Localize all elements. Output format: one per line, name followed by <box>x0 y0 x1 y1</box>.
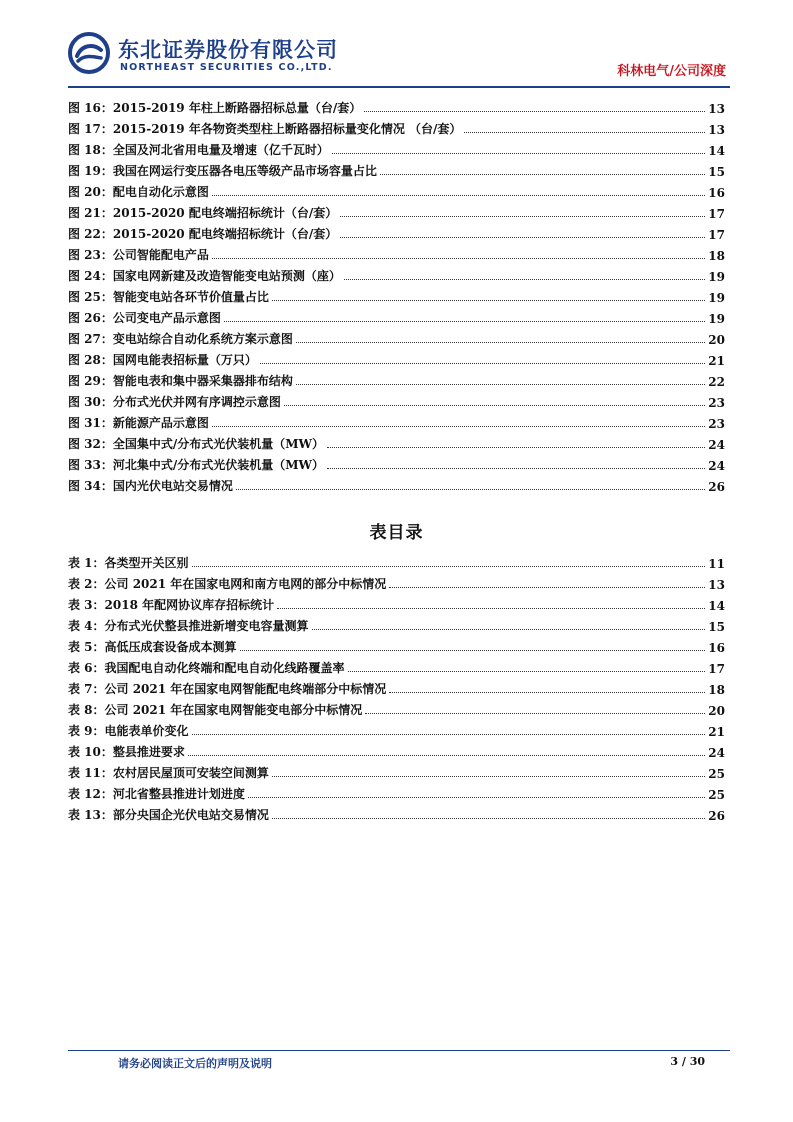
toc-entry-label: 图 33：河北集中式/分布式光伏装机量（MW） <box>68 458 325 472</box>
dot-leader <box>348 670 706 672</box>
toc-entry-label: 表 12：河北省整县推进计划进度 <box>68 787 245 801</box>
dot-leader <box>389 586 705 588</box>
table-toc-row[interactable] <box>68 697 725 718</box>
toc-entry-label: 图 18：全国及河北省用电量及增速（亿千瓦时） <box>68 143 329 157</box>
report-category: 科林电气/公司深度 <box>617 64 726 79</box>
table-toc-row[interactable] <box>68 760 725 781</box>
dot-leader <box>192 565 706 567</box>
company-logo-icon <box>68 32 110 74</box>
toc-entry-label: 图 20：配电自动化示意图 <box>68 185 209 199</box>
toc-entry-page: 13 <box>708 578 725 592</box>
dot-leader <box>212 257 705 259</box>
toc-entry-page: 23 <box>708 417 725 431</box>
table-toc-row[interactable] <box>68 634 725 655</box>
table-list <box>68 550 725 823</box>
dot-leader <box>192 733 706 735</box>
figure-toc-row[interactable] <box>68 284 725 305</box>
toc-entry-label: 表 7：公司 2021 年在国家电网智能配电终端部分中标情况 <box>68 682 387 696</box>
toc-entry-label: 表 3：2018 年配网协议库存招标统计 <box>68 598 275 612</box>
figure-toc-row[interactable] <box>68 368 725 389</box>
dot-leader <box>340 236 705 238</box>
page-header <box>68 30 730 90</box>
toc-entry-label: 图 21：2015-2020 配电终端招标统计（台/套） <box>68 206 338 220</box>
dot-leader <box>312 628 706 630</box>
table-toc-row[interactable] <box>68 613 725 634</box>
toc-entry-label: 图 24：国家电网新建及改造智能变电站预测（座） <box>68 269 341 283</box>
figure-toc-row[interactable] <box>68 326 725 347</box>
toc-entry-page: 25 <box>708 788 725 802</box>
toc-entry-page: 13 <box>708 123 725 137</box>
figure-toc-row[interactable] <box>68 452 725 473</box>
header-divider <box>68 86 730 88</box>
toc-entry-page: 17 <box>708 228 725 242</box>
figure-toc-row[interactable] <box>68 158 725 179</box>
toc-entry-label: 图 16：2015-2019 年柱上断路器招标总量（台/套） <box>68 101 362 115</box>
figure-toc-row[interactable] <box>68 116 725 137</box>
table-toc-row[interactable] <box>68 781 725 802</box>
toc-entry-page: 15 <box>708 620 725 634</box>
toc-entry-page: 15 <box>708 165 725 179</box>
dot-leader <box>272 817 705 819</box>
toc-entry-label: 表 2：公司 2021 年在国家电网和南方电网的部分中标情况 <box>68 577 387 591</box>
dot-leader <box>212 425 705 427</box>
toc-entry-page: 17 <box>708 662 725 676</box>
dot-leader <box>240 649 706 651</box>
figure-toc-row[interactable] <box>68 242 725 263</box>
toc-entry-page: 25 <box>708 767 725 781</box>
table-toc-row[interactable] <box>68 676 725 697</box>
company-name-en: NORTHEAST SECURITIES CO.,LTD. <box>120 62 333 73</box>
dot-leader <box>327 446 705 448</box>
dot-leader <box>296 383 705 385</box>
figure-toc-row[interactable] <box>68 200 725 221</box>
toc-entry-label: 表 8：公司 2021 年在国家电网智能变电部分中标情况 <box>68 703 363 717</box>
table-toc-row[interactable] <box>68 550 725 571</box>
toc-entry-page: 24 <box>708 459 725 473</box>
toc-entry-label: 表 9：电能表单价变化 <box>68 724 189 738</box>
figure-toc-row[interactable] <box>68 389 725 410</box>
dot-leader <box>277 607 705 609</box>
company-name-cn: 东北证券股份有限公司 <box>118 38 338 62</box>
toc-entry-label: 图 34：国内光伏电站交易情况 <box>68 479 233 493</box>
dot-leader <box>364 110 705 112</box>
toc-entry-label: 图 22：2015-2020 配电终端招标统计（台/套） <box>68 227 338 241</box>
toc-entry-page: 17 <box>708 207 725 221</box>
toc-entry-page: 24 <box>708 746 725 760</box>
dot-leader <box>188 754 705 756</box>
toc-entry-label: 表 4：分布式光伏整县推进新增变电容量测算 <box>68 619 309 633</box>
dot-leader <box>340 215 705 217</box>
toc-entry-page: 11 <box>708 557 725 571</box>
figure-toc-row[interactable] <box>68 179 725 200</box>
toc-entry-label: 图 28：国网电能表招标量（万只） <box>68 353 257 367</box>
toc-entry-label: 表 1：各类型开关区别 <box>68 556 189 570</box>
table-toc-row[interactable] <box>68 571 725 592</box>
toc-entry-page: 19 <box>708 312 725 326</box>
toc-entry-label: 图 23：公司智能配电产品 <box>68 248 209 262</box>
tables-section-title: 表目录 <box>369 523 424 543</box>
dot-leader <box>236 488 705 490</box>
figure-toc-row[interactable] <box>68 431 725 452</box>
toc-entry-label: 表 6：我国配电自动化终端和配电自动化线路覆盖率 <box>68 661 345 675</box>
toc-entry-page: 14 <box>708 144 725 158</box>
toc-entry-page: 19 <box>708 270 725 284</box>
toc-entry-page: 22 <box>708 375 725 389</box>
dot-leader <box>296 341 705 343</box>
figure-list <box>68 95 725 494</box>
figure-toc-row[interactable] <box>68 137 725 158</box>
toc-entry-label: 表 11：农村居民屋顶可安装空间测算 <box>68 766 269 780</box>
toc-entry-page: 26 <box>708 480 725 494</box>
dot-leader <box>380 173 705 175</box>
toc-entry-page: 23 <box>708 396 725 410</box>
table-toc-row[interactable] <box>68 655 725 676</box>
toc-entry-label: 图 27：变电站综合自动化系统方案示意图 <box>68 332 293 346</box>
toc-entry-page: 26 <box>708 809 725 823</box>
toc-entry-label: 图 32：全国集中式/分布式光伏装机量（MW） <box>68 437 325 451</box>
toc-entry-label: 图 29：智能电表和集中器采集器排布结构 <box>68 374 293 388</box>
toc-entry-label: 图 19：我国在网运行变压器各电压等级产品市场容量占比 <box>68 164 377 178</box>
toc-entry-page: 21 <box>708 354 725 368</box>
dot-leader <box>284 404 705 406</box>
toc-entry-label: 表 13：部分央国企光伏电站交易情况 <box>68 808 269 822</box>
toc-entry-page: 20 <box>708 704 725 718</box>
toc-entry-label: 图 30：分布式光伏并网有序调控示意图 <box>68 395 281 409</box>
figure-toc-row[interactable] <box>68 263 725 284</box>
toc-entry-page: 20 <box>708 333 725 347</box>
toc-entry-label: 图 26：公司变电产品示意图 <box>68 311 221 325</box>
dot-leader <box>332 152 705 154</box>
table-toc-row[interactable] <box>68 592 725 613</box>
toc-entry-page: 14 <box>708 599 725 613</box>
dot-leader <box>224 320 705 322</box>
toc-entry-label: 图 31：新能源产品示意图 <box>68 416 209 430</box>
dot-leader <box>389 691 705 693</box>
table-toc-row[interactable] <box>68 802 725 823</box>
toc-entry-label: 表 10：整县推进要求 <box>68 745 185 759</box>
page-number: 3 / 30 <box>670 1055 705 1068</box>
toc-entry-label: 表 5：高低压成套设备成本测算 <box>68 640 237 654</box>
table-toc-row[interactable] <box>68 739 725 760</box>
toc-entry-page: 24 <box>708 438 725 452</box>
footer-divider <box>68 1050 730 1051</box>
figure-toc-row[interactable] <box>68 410 725 431</box>
figure-toc-row[interactable] <box>68 221 725 242</box>
figure-toc-row[interactable] <box>68 305 725 326</box>
toc-entry-page: 18 <box>708 249 725 263</box>
toc-entry-page: 16 <box>708 186 725 200</box>
dot-leader <box>260 362 705 364</box>
toc-entry-page: 19 <box>708 291 725 305</box>
toc-entry-label: 图 17：2015-2019 年各物资类型柱上断路器招标量变化情况 （台/套） <box>68 122 462 136</box>
table-toc-row[interactable] <box>68 718 725 739</box>
dot-leader <box>464 131 705 133</box>
dot-leader <box>272 299 705 301</box>
dot-leader <box>327 467 705 469</box>
dot-leader <box>212 194 705 196</box>
toc-entry-page: 21 <box>708 725 725 739</box>
toc-entry-label: 图 25：智能变电站各环节价值量占比 <box>68 290 269 304</box>
figure-toc-row[interactable] <box>68 95 725 116</box>
toc-entry-page: 16 <box>708 641 725 655</box>
dot-leader <box>365 712 705 714</box>
disclaimer-note: 请务必阅读正文后的声明及说明 <box>118 1057 272 1070</box>
figure-toc-row[interactable] <box>68 473 725 494</box>
dot-leader <box>344 278 705 280</box>
toc-entry-page: 18 <box>708 683 725 697</box>
dot-leader <box>272 775 705 777</box>
toc-entry-page: 13 <box>708 102 725 116</box>
figure-toc-row[interactable] <box>68 347 725 368</box>
dot-leader <box>248 796 705 798</box>
